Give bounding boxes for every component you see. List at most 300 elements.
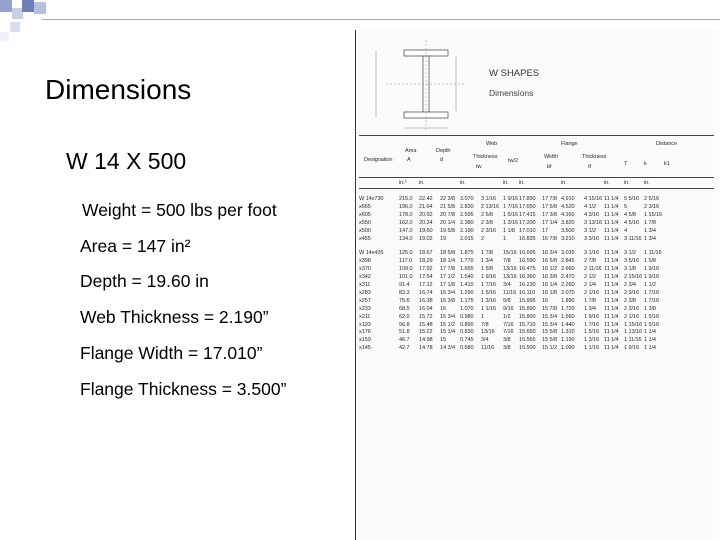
table-cell: 1.890 (561, 297, 575, 304)
corner-square-6 (0, 32, 9, 41)
ibeam-section-diagram (366, 36, 476, 136)
table-cell: 17.010 (519, 227, 536, 234)
table-cell: 15.72 (419, 313, 433, 320)
table-cell: 15 5/8 (542, 329, 557, 336)
table-cell: 16.590 (519, 258, 536, 265)
table-cell: 2 1/2 (584, 274, 596, 281)
table-cell: 17.54 (419, 274, 433, 281)
unit-label: in. (503, 180, 509, 186)
table-cell: 20.92 (419, 211, 433, 218)
table-cell: 16 1/4 (542, 282, 557, 288)
table-cell: 2 11/16 (584, 266, 602, 273)
corner-square-4 (34, 2, 46, 14)
table-cell: 7/16 (503, 329, 514, 336)
unit-label: in. (624, 180, 630, 186)
table-cell: 4.910 (561, 196, 575, 202)
table-cell: 21 5/8 (440, 203, 455, 210)
table-cell: 1 3/16 (481, 297, 496, 304)
table-cell: 0.830 (460, 329, 474, 336)
unit-label: in. (604, 180, 610, 186)
table-cell: 3 3/16 (584, 235, 599, 242)
table-cell: 1.070 (460, 305, 474, 312)
table-cell: 1.410 (460, 282, 474, 288)
table-cell: 1.875 (460, 250, 474, 257)
table-cell: 3/8 (503, 337, 511, 344)
col-designation: Designation (364, 157, 393, 163)
table-cell: 2.845 (561, 258, 575, 265)
table-cell: 15 1/2 (440, 321, 455, 328)
unit-label: in. (644, 180, 650, 186)
table-cell: 16 3/4 (542, 250, 557, 257)
table-cell: 17 7/8 (440, 266, 455, 273)
table-cell: 1 9/16 (503, 196, 518, 202)
table-cell: 4.520 (561, 203, 575, 210)
row-designation: x233 (359, 305, 371, 312)
slide-subtitle: W 14 X 500 (66, 148, 187, 174)
table-cell: 17 5/8 (542, 203, 557, 210)
row-designation: W 14x426 (359, 250, 384, 257)
table-cell: 1 9/16 (644, 274, 659, 281)
table-cell: 15 1/4 (440, 329, 455, 336)
table-cell: 15.995 (519, 297, 536, 304)
table-cell: 16.38 (419, 297, 433, 304)
table-cell: 1 5/8 (481, 266, 493, 273)
table-cell: 1.090 (561, 345, 575, 352)
table-cell: 15 7/8 (542, 305, 557, 312)
table-cell: 178.0 (399, 211, 413, 218)
table-cell: 2 15/16 (624, 274, 642, 281)
table-cell: 3 1/16 (584, 250, 599, 257)
table-cell: 15.48 (419, 321, 433, 328)
table-cell: 1.770 (460, 258, 474, 265)
table-cell: 2.380 (460, 219, 474, 226)
unit-label: in. (460, 180, 466, 186)
table-cell: 1.655 (460, 266, 474, 273)
table-cell: 1 1/4 (644, 345, 656, 352)
table-cell: 11 1/4 (604, 282, 619, 288)
table-cell: 16 (440, 305, 447, 312)
table-cell: 1 3/4 (644, 235, 656, 242)
col-tw: tw (476, 164, 482, 170)
table-cell: 17.12 (419, 282, 433, 288)
table-cell: 20.24 (419, 219, 433, 226)
table-cell: 11 1/4 (604, 289, 619, 296)
table-cell: 15 3/4 (542, 313, 557, 320)
table-cell: 20 1/4 (440, 219, 455, 226)
row-designation: x193 (359, 321, 371, 328)
table-cell: 16 1/8 (542, 289, 557, 296)
table-cell: 16.835 (519, 235, 536, 242)
table-cell: 7/8 (503, 258, 511, 265)
table-cell: 3.070 (460, 196, 474, 202)
table-cell: 1.290 (460, 289, 474, 296)
header-rule-units (359, 188, 714, 189)
table-cell: 3.035 (561, 250, 575, 257)
table-cell: 16.04 (419, 305, 433, 312)
table-cell: 7/8 (481, 321, 489, 328)
table-cell: 11 1/4 (604, 329, 619, 336)
table-cell: 15.800 (519, 313, 536, 320)
table-cell: 1 (481, 313, 485, 320)
col-T: T (624, 161, 628, 167)
table-cell: 15 3/4 (440, 313, 455, 320)
table-cell: 2.470 (561, 274, 575, 281)
table-cell: 16.230 (519, 282, 536, 288)
bullet-weight: Weight = 500 lbs per foot (82, 200, 277, 220)
table-cell: 15 1/2 (542, 345, 557, 352)
table-cell: 3 1/2 (584, 227, 596, 234)
corner-square-3 (22, 0, 34, 12)
group-flange: Flange (561, 141, 578, 147)
table-cell: 15.565 (519, 337, 536, 344)
table-cell: 13/16 (481, 329, 495, 336)
table-cell: 196.0 (399, 203, 413, 210)
table-cell: 2 13/16 (481, 203, 499, 210)
table-cell: 2 3/16 (644, 203, 659, 210)
table-cell: 2.070 (561, 289, 575, 296)
table-cell: 3.210 (561, 235, 575, 242)
table-cell: 1.190 (561, 337, 575, 344)
unit-label: in. (561, 180, 567, 186)
table-cell: 1 5/16 (644, 321, 659, 328)
table-cell: 11 1/4 (604, 321, 619, 328)
table-cell: 68.5 (399, 305, 410, 312)
table-cell: 15.890 (519, 305, 536, 312)
table-cell: 1 7/8 (481, 250, 493, 257)
table-cell: 91.4 (399, 282, 410, 288)
table-cell: 1.310 (561, 329, 575, 336)
table-cell: 1 5/8 (644, 258, 656, 265)
col-flange-thickness: Thickness (582, 154, 607, 160)
slide-title: Dimensions (45, 74, 192, 105)
table-cell: 2 3/8 (481, 219, 493, 226)
table-cell: 16.475 (519, 266, 536, 273)
table-cell: 15.500 (519, 345, 536, 352)
table-cell: 1 5/16 (503, 211, 518, 218)
col-tf: tf (588, 164, 591, 170)
table-cell: 3 1/8 (624, 266, 636, 273)
table-cell: 46.7 (399, 337, 410, 344)
table-cell: 42.7 (399, 345, 410, 352)
table-cell: 4 (624, 227, 628, 234)
table-cell: 11/16 (503, 289, 517, 296)
table-cell: 11 1/4 (604, 337, 619, 344)
table-cell: 2 3/16 (624, 305, 639, 312)
table-cell: 9/16 (503, 305, 514, 312)
table-cell: 1 9/16 (481, 274, 496, 281)
table-cell: 18.67 (419, 250, 433, 257)
table-cell: 1.720 (561, 305, 575, 312)
header-rule-top (359, 135, 714, 136)
table-cell: 17 7/8 (542, 196, 557, 202)
table-cell: 1 5/16 (644, 313, 659, 320)
bullet-flange-width: Flange Width = 17.010” (80, 343, 263, 363)
table-cell: 4 15/16 (584, 196, 602, 202)
table-cell: 15 5/8 (542, 337, 557, 344)
table-cell: 1 3/16 (503, 219, 518, 226)
table-cell: 16.360 (519, 274, 536, 281)
table-cell: 0.980 (460, 313, 474, 320)
table-cell: 15/16 (503, 250, 517, 257)
table-cell: 1 1/8 (503, 227, 515, 234)
row-designation: x605 (359, 211, 371, 218)
col-depth: Depth (436, 148, 451, 154)
table-cell: 1 3/4 (644, 227, 656, 234)
table-cell: 11 1/4 (604, 258, 619, 265)
table-cell: 1.560 (561, 313, 575, 320)
col-k: k (644, 161, 647, 167)
table-cell: 21.64 (419, 203, 433, 210)
table-cell: 162.0 (399, 219, 413, 226)
row-designation: x500 (359, 227, 371, 234)
table-cell: 51.8 (399, 329, 410, 336)
table-cell: 1 15/16 (624, 321, 642, 328)
col-half-tw: tw/2 (508, 158, 518, 164)
table-cell: 5 5/16 (624, 196, 639, 202)
table-cell: 1 3/16 (584, 337, 599, 344)
w-shapes-table-image (355, 30, 719, 540)
corner-square-5 (10, 22, 20, 32)
row-designation: x211 (359, 313, 371, 320)
table-cell: 1 7/16 (584, 321, 599, 328)
table-cell: 15.650 (519, 329, 536, 336)
table-cell: 62.0 (399, 313, 410, 320)
table-cell: 2.595 (460, 211, 474, 218)
table-cell: 17.890 (519, 196, 536, 202)
row-designation: x342 (359, 274, 371, 281)
table-cell: 101.0 (399, 274, 413, 281)
col-area: Area (405, 148, 417, 154)
table-cell: 22.42 (419, 196, 433, 202)
table-cell: 1 3/4 (481, 258, 493, 265)
table-cell: 1 7/16 (503, 203, 518, 210)
table-cell: 1 5/16 (584, 329, 599, 336)
unit-label: in. (419, 180, 425, 186)
table-cell: 3 1/2 (624, 250, 636, 257)
bullet-flange-thickness: Flange Thickness = 3.500” (80, 379, 287, 399)
table-cell: 1 1/2 (644, 282, 656, 288)
table-cell: 1 1/16 (584, 345, 599, 352)
table-cell: 2 5/16 (644, 196, 659, 202)
table-cell: 3/4 (503, 282, 511, 288)
table-cell: 15 3/4 (542, 321, 557, 328)
table-cell: 16 3/8 (440, 297, 455, 304)
table-cell: 1 11/16 (624, 337, 642, 344)
table-cell: 2 9/16 (624, 289, 639, 296)
table-cell: 3.820 (561, 219, 575, 226)
row-designation: x159 (359, 337, 371, 344)
table-cell: 14.98 (419, 337, 433, 344)
table-cell: 2 3/8 (624, 297, 636, 304)
table-cell: 56.8 (399, 321, 410, 328)
table-cell: 1.175 (460, 297, 474, 304)
col-depth-sym: d (440, 157, 444, 163)
table-cell: 125.0 (399, 250, 413, 257)
table-cell: 16 (542, 297, 549, 304)
table-cell: 1 3/4 (584, 305, 596, 312)
table-cell: 16 3/4 (440, 289, 455, 296)
table-cell: 3 11/16 (624, 235, 642, 242)
table-cell: 13/16 (503, 266, 517, 273)
table-cell: 18 5/8 (440, 250, 455, 257)
table-cell: 18.29 (419, 258, 433, 265)
header-rule-mid (359, 177, 714, 178)
table-cell: 2.190 (460, 227, 474, 234)
table-cell: 2 1/16 (624, 313, 639, 320)
table-cell: 17.92 (419, 266, 433, 273)
unit-label: in. (519, 180, 525, 186)
row-designation: x257 (359, 297, 371, 304)
table-cell: 11 1/4 (604, 345, 619, 352)
table-cell: 134.0 (399, 235, 413, 242)
table-cell: 15.710 (519, 321, 536, 328)
table-cell: 1 1/4 (644, 337, 656, 344)
col-bf: bf (547, 164, 552, 170)
table-cell: 7/16 (503, 321, 514, 328)
row-designation: x283 (359, 289, 371, 296)
row-designation: x665 (359, 203, 371, 210)
table-cell: 109.0 (399, 266, 413, 273)
table-cell: 11 1/4 (604, 219, 619, 226)
row-designation: x176 (359, 329, 371, 336)
table-cell: 11 1/4 (604, 297, 619, 304)
table-cell: 215.0 (399, 196, 413, 202)
table-cell: 4 5/16 (624, 219, 639, 226)
table-cell: 16 5/8 (542, 258, 557, 265)
table-cell: 11 1/4 (604, 196, 619, 202)
table-cell: 11 1/4 (604, 235, 619, 242)
table-cell: 1 13/16 (624, 329, 642, 336)
table-cell: 20 7/8 (440, 211, 455, 218)
corner-square-1 (0, 0, 12, 12)
table-cell: 11 1/4 (604, 305, 619, 312)
table-cell: 1 7/8 (584, 297, 596, 304)
table-cell: 117.0 (399, 258, 413, 265)
table-cell: 1.540 (460, 274, 474, 281)
row-designation: x398 (359, 258, 371, 265)
table-cell: 1 3/8 (644, 305, 656, 312)
table-cell: 11 1/4 (604, 250, 619, 257)
table-cell: 22 3/8 (440, 196, 455, 202)
table-cell: 2 3/4 (624, 282, 636, 288)
table-cell: 3 1/16 (481, 196, 496, 202)
table-cell: 19 (440, 235, 447, 242)
table-cell: 0.745 (460, 337, 474, 344)
table-cell: 17.200 (519, 219, 536, 226)
table-cell: 11 1/4 (604, 211, 619, 218)
table-cell: 1 7/16 (481, 282, 496, 288)
table-cell: 11 1/4 (604, 274, 619, 281)
table-cell: 17.415 (519, 211, 536, 218)
row-designation: W 14x730 (359, 196, 384, 202)
table-cell: 17 1/4 (542, 219, 557, 226)
row-designation: x311 (359, 282, 371, 288)
table-cell: 15 (440, 337, 447, 344)
table-cell: 2.830 (460, 203, 474, 210)
table-cell: 19.60 (419, 227, 433, 234)
table-cell: 17 3/8 (542, 211, 557, 218)
table-cell: 2.015 (460, 235, 474, 242)
table-cell: 14.78 (419, 345, 433, 352)
table-cell: 1 5/16 (481, 289, 496, 296)
table-cell: 4 1/2 (584, 203, 596, 210)
table-cell: 4 3/16 (584, 211, 599, 218)
table-cell: 1/2 (503, 313, 511, 320)
table-cell: 11 1/4 (604, 266, 619, 273)
col-width: Width (544, 154, 558, 160)
table-cell: 16 3/8 (542, 274, 557, 281)
table-cell: 2 3/16 (481, 227, 496, 234)
table-cell: 3.500 (561, 227, 575, 234)
group-distance: Distance (656, 141, 677, 147)
bullet-web-thickness: Web Thickness = 2.190” (80, 307, 269, 327)
unit-label: in.² (399, 180, 407, 186)
table-cell: 2 1/4 (584, 282, 596, 288)
col-web-thickness: Thickness (473, 154, 498, 160)
table-cell: 17 1/8 (440, 282, 455, 288)
table-cell: 13/16 (503, 274, 517, 281)
table-cell: 1 11/16 (644, 250, 662, 257)
table-cell: 1 9/16 (644, 266, 659, 273)
table-cell: 1 9/16 (624, 345, 639, 352)
table-cell: 2.660 (561, 266, 575, 273)
table-cell: 1.440 (561, 321, 575, 328)
table-cell: 16.695 (519, 250, 536, 257)
row-designation: x145 (359, 345, 371, 352)
table-cell: 2 (481, 235, 485, 242)
group-web: Web (486, 141, 498, 147)
table-cell: 2 5/8 (481, 211, 493, 218)
table-cell: 1 (503, 235, 507, 242)
table-cell: 17 1/2 (440, 274, 455, 281)
table-cell: 4 5/8 (624, 211, 636, 218)
table-cell: 83.3 (399, 289, 410, 296)
table-cell: 1 1/16 (481, 305, 496, 312)
table-cell: 0.680 (460, 345, 474, 352)
table-cell: 11 1/4 (604, 227, 619, 234)
bullet-depth: Depth = 19.60 in (80, 271, 209, 291)
table-cell: 2 1/16 (584, 289, 599, 296)
table-cell: 5/8 (503, 297, 511, 304)
table-cell: 19 5/8 (440, 227, 455, 234)
table-cell: 3/4 (481, 337, 489, 344)
table-cell: 14 3/4 (440, 345, 455, 352)
table-cell: 1 7/8 (644, 219, 656, 226)
table-subheading: Dimensions (489, 88, 534, 98)
table-cell: 3/8 (503, 345, 511, 352)
table-cell: 17.650 (519, 203, 536, 210)
table-cell: 15.22 (419, 329, 433, 336)
table-cell: 4.160 (561, 211, 575, 218)
table-heading: W SHAPES (489, 68, 540, 79)
table-cell: 75.6 (399, 297, 410, 304)
table-cell: 16 7/8 (542, 235, 557, 242)
bullet-area: Area = 147 in² (80, 236, 191, 256)
table-cell: 17 (542, 227, 549, 234)
table-cell: 11/16 (481, 345, 495, 352)
table-cell: 0.890 (460, 321, 474, 328)
title-rule (42, 19, 720, 20)
table-cell: 1 1/4 (644, 329, 656, 336)
table-cell: 16 1/2 (542, 266, 557, 273)
table-cell: 1 7/16 (644, 297, 659, 304)
table-cell: 3 5/16 (624, 258, 639, 265)
row-designation: x370 (359, 266, 371, 273)
table-cell: 16.110 (519, 289, 536, 296)
table-cell: 19.02 (419, 235, 433, 242)
table-cell: 11 1/4 (604, 203, 619, 210)
table-cell: 16.74 (419, 289, 433, 296)
